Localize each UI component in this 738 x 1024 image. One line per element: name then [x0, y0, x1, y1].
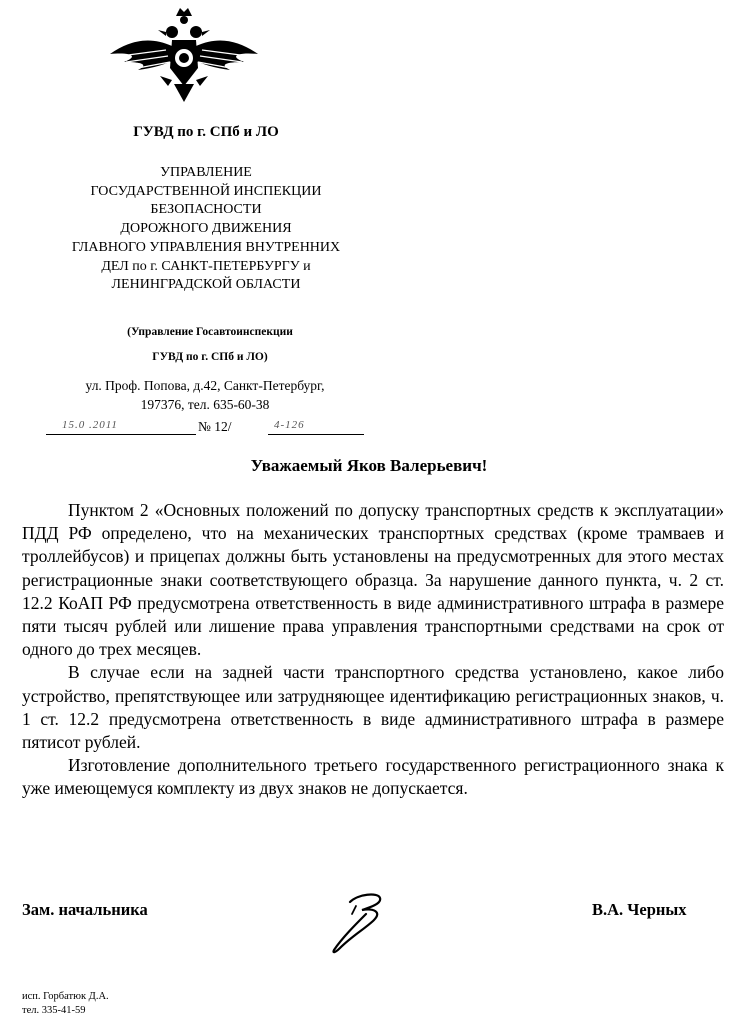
eagle-emblem-icon	[110, 6, 258, 106]
department-line: ДОРОЖНОГО ДВИЖЕНИЯ	[120, 221, 292, 237]
abbreviation-line: ГУВД по г. СПб и ЛО)	[152, 351, 268, 363]
address-line: ул. Проф. Попова, д.42, Санкт-Петербург,	[85, 378, 325, 393]
letter-body	[22, 499, 724, 801]
number-blank	[268, 434, 364, 435]
footer-executor	[22, 990, 109, 1018]
executor-phone: тел. 335-41-59	[22, 1005, 86, 1016]
department-line: УПРАВЛЕНИЕ	[160, 165, 252, 180]
address-line: 197376, тел. 635-60-38	[140, 397, 270, 412]
signer-position: Зам. начальника	[22, 900, 148, 919]
date-blank	[46, 434, 196, 435]
handwritten-number: 4-126	[274, 419, 305, 431]
address-block	[60, 376, 350, 414]
signer-name: В.А. Черных	[592, 900, 687, 919]
executor-name: исп. Горбатюк Д.А.	[22, 991, 109, 1002]
abbreviation-line: (Управление Госавтоинспекции	[127, 326, 293, 338]
body-paragraph: Пунктом 2 «Основных положений по допуску транспортных средств к эксплуатации» ПДД РФ определено, что на механических транспортных средствах (кроме трамваев и троллейбусов) и прицепах должны быть установлены на предусмотренных для этого местах регистрационные знаки соответствующего образца. За нарушение данного пункта, ч. 2 ст. 12.2 КоАП РФ предусмотрена ответственность в виде административного штрафа в размере пяти тысяч рублей или лишение права управления транспортными средствами на срок от одного до трех месяцев.	[22, 500, 724, 660]
greeting: Уважаемый Яков Валерьевич!	[250, 456, 488, 475]
body-paragraph: В случае если на задней части транспортного средства установлено, какое либо устройство, препятствующее или затрудняющее идентификацию регистрационных знаков, ч. 1 ст. 12.2 предусмотрена ответственность в виде административного штрафа в размере пятисот рублей.	[22, 662, 724, 753]
department-line: ГЛАВНОГО УПРАВЛЕНИЯ ВНУТРЕННИХ	[71, 239, 341, 255]
abbreviation-block	[80, 320, 340, 370]
registration-line	[46, 419, 366, 439]
handwritten-date: 15.0 .2011	[62, 419, 118, 431]
department-block	[50, 164, 362, 295]
reg-number-label: № 12/	[198, 419, 232, 434]
org-title: ГУВД по г. СПб и ЛО	[133, 124, 279, 140]
body-paragraph: Изготовление дополнительного третьего государственного регистрационного знака к уже имеющемуся комплекту из двух знаков не допускается.	[22, 755, 724, 799]
department-line: ДЕЛ по г. САНКТ-ПЕТЕРБУРГУ и	[101, 258, 311, 274]
department-line: ГОСУДАРСТВЕННОЙ ИНСПЕКЦИИ	[90, 183, 322, 199]
department-line: БЕЗОПАСНОСТИ	[150, 202, 262, 218]
handwritten-signature-icon	[322, 880, 402, 960]
department-line: ЛЕНИНГРАДСКОЙ ОБЛАСТИ	[111, 277, 301, 293]
